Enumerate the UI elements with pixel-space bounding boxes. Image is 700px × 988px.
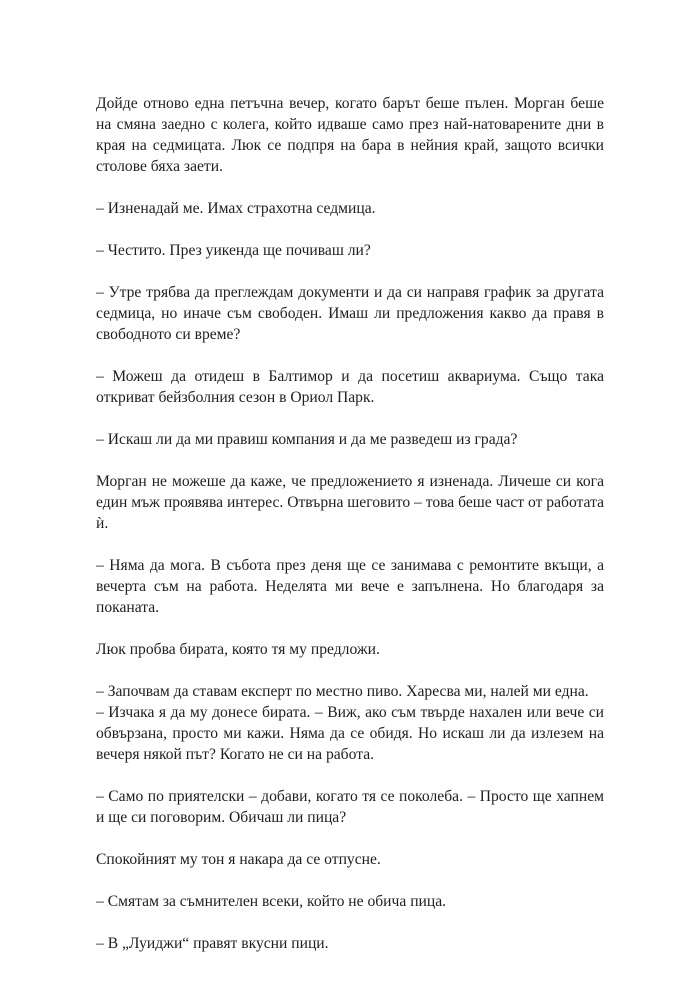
paragraph-1: Дойде отново една петъчна вечер, когато барът беше пълен. Морган беше на смяна заедно с колега, който идваше само през най-натоварените дни в края на седмицата. Люк се подпря на бара в нейния край, защото всички столове бяха заети.	[96, 95, 604, 175]
document-body	[96, 93, 604, 975]
paragraph-3: – Честито. През уикенда ще почиваш ли?	[96, 242, 371, 259]
paragraph-11: – Изчака я да му донесе бирата. – Виж, ако съм твърде нахален или вече си обвързана, просто ми кажи. Няма да се обидя. Но искаш ли да излезем на вечеря някой път? Когато не си на работа.	[96, 704, 604, 763]
paragraph-2: – Изненадай ме. Имах страхотна седмица.	[96, 200, 376, 217]
paragraph-4: – Утре трябва да преглеждам документи и да си направя график за другата седмица, но иначе съм свободен. Имаш ли предложения какво да правя в свободното си време?	[96, 284, 604, 343]
paragraph-9: Люк пробва бирата, която тя му предложи.	[96, 641, 380, 658]
paragraph-13: Спокойният му тон я накара да се отпусне.	[96, 851, 381, 868]
paragraph-7: Морган не можеше да каже, че предложението я изненада. Личеше си кога един мъж проявява интерес. Отвърна шеговито – това беше част от работата ѝ.	[96, 473, 604, 532]
paragraph-5: – Можеш да отидеш в Балтимор и да посетиш аквариума. Също така откриват бейзболния сезон в Ориол Парк.	[96, 368, 604, 406]
paragraph-12: – Само по приятелски – добави, когато тя се поколеба. – Просто ще хапнем и ще си поговорим. Обичаш ли пица?	[96, 788, 604, 826]
paragraph-10: – Започвам да ставам експерт по местно пиво. Харесва ми, налей ми една.	[96, 683, 589, 700]
paragraph-8: – Няма да мога. В събота през деня ще се занимава с ремонтите вкъщи, а вечерта съм на работа. Неделята ми вече е запълнена. Но благодаря за поканата.	[96, 557, 604, 616]
paragraph-14: – Смятам за съмнителен всеки, който не обича пица.	[96, 893, 447, 910]
paragraph-6: – Искаш ли да ми правиш компания и да ме разведеш из града?	[96, 431, 518, 448]
paragraph-15: – В „Луиджи“ правят вкусни пици.	[96, 935, 329, 952]
